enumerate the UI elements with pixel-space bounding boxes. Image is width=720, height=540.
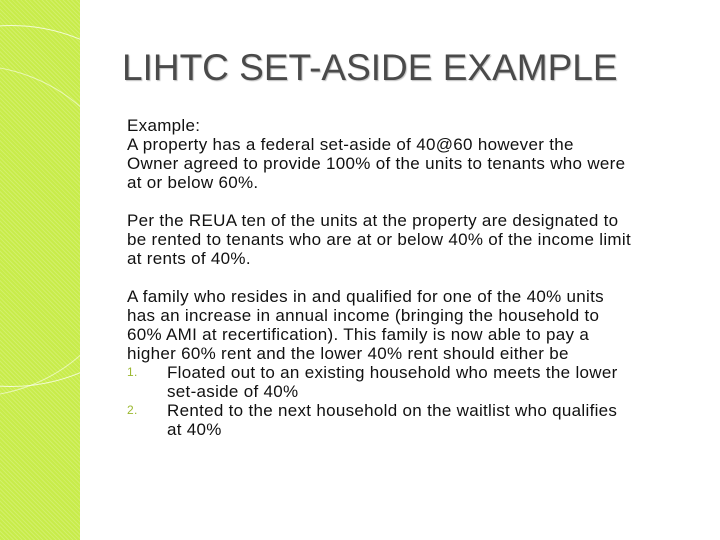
text-line: Floated out to an existing household who meets the lower bbox=[167, 363, 618, 382]
list-item bbox=[127, 363, 702, 401]
text-line: 60% AMI at recertification). This family is now able to pay a bbox=[127, 325, 590, 344]
family-paragraph bbox=[127, 287, 702, 439]
text-line: has an increase in annual income (bringing the household to bbox=[127, 306, 600, 325]
text-line: A family who resides in and qualified for one of the 40% units bbox=[127, 287, 604, 306]
text-line: Per the REUA ten of the units at the property are designated to bbox=[127, 211, 619, 230]
slide-title: LIHTC SET-ASIDE EXAMPLE bbox=[122, 47, 618, 88]
text-line: Rented to the next household on the waitlist who qualifies bbox=[167, 401, 618, 420]
list-number: 2. bbox=[127, 403, 138, 417]
list-item-text bbox=[167, 363, 702, 401]
text-line: at or below 60%. bbox=[127, 173, 259, 192]
text-line: at 40% bbox=[167, 420, 222, 439]
text-line: Owner agreed to provide 100% of the units to tenants who were bbox=[127, 154, 626, 173]
text-line: at rents of 40%. bbox=[127, 249, 251, 268]
text-line: Example: bbox=[127, 116, 201, 135]
list-number: 1. bbox=[127, 365, 138, 379]
text-line: A property has a federal set-aside of 40@60 however the bbox=[127, 135, 574, 154]
list-item bbox=[127, 401, 702, 439]
text-line: higher 60% rent and the lower 40% rent should either be bbox=[127, 344, 569, 363]
example-paragraph bbox=[127, 116, 702, 192]
options-list bbox=[127, 363, 702, 439]
text-line: be rented to tenants who are at or below 40% of the income limit bbox=[127, 230, 631, 249]
reua-paragraph bbox=[127, 211, 702, 268]
slide-body bbox=[127, 116, 702, 439]
list-item-text bbox=[167, 401, 702, 439]
text-line: set-aside of 40% bbox=[167, 382, 299, 401]
